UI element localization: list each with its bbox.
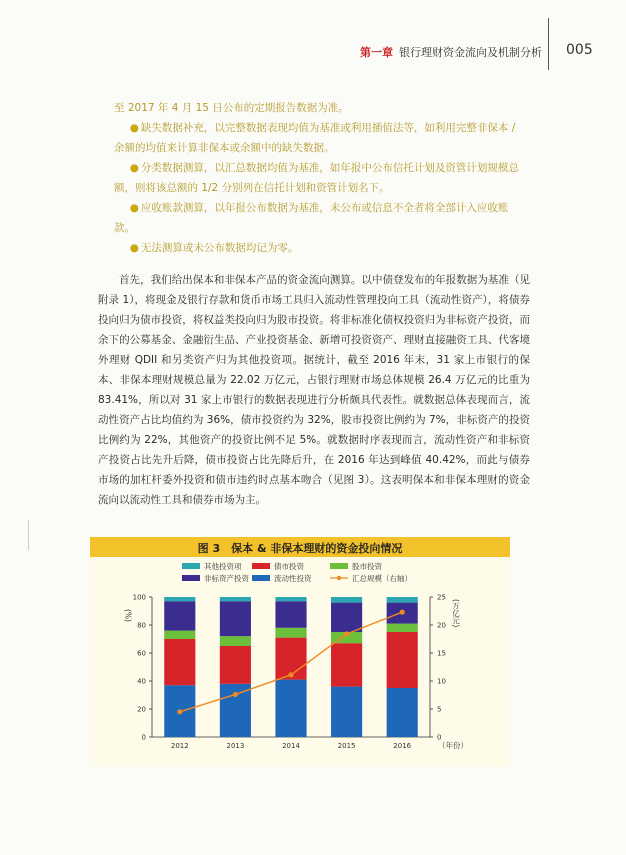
bar-segment <box>220 636 251 646</box>
bar-segment <box>275 601 306 628</box>
bullet-icon: ● <box>129 122 139 134</box>
y-tick-label-left: 0 <box>141 733 146 742</box>
legend-swatch <box>252 563 270 569</box>
legend-label: 汇总规模（右轴） <box>352 574 412 583</box>
bar-segment <box>164 601 195 630</box>
note-item: ● 缺失数据补充，以完整数据表现均值为基准或利用插值法等，如利用完整非保本 / 余额的均值来计算非保本或余额中的缺失数据。 <box>114 122 516 154</box>
chapter-number: 第一章 <box>360 46 393 59</box>
legend-swatch <box>330 563 348 569</box>
legend-label: 流动性投资 <box>274 574 312 583</box>
y-tick-label-left: 80 <box>137 621 146 630</box>
note-item: 至 2017 年 4 月 15 日公布的定期报告数据为准。 <box>114 102 349 114</box>
bar-segment <box>164 639 195 685</box>
stacked-bar-chart <box>90 557 510 767</box>
legend-label: 非标资产投资 <box>204 574 249 583</box>
y-tick-label-left: 60 <box>137 649 146 658</box>
bar-segment <box>387 597 418 603</box>
paragraph-text: 首先，我们给出保本和非保本产品的资金流向测算。以中债登发布的年报数据为基准（见附录 1），将现金及银行存款和货币市场工具归入流动性管理投向工具（流动性资产），将债券投向归为债市投资，将权益类投向归为股市投资。将非标准化债权投资归为非标资产投资，而余下的公募基金、金融衍生品、产业投资基金、新增可投资资产、理财直接融资工具、代客境外理财 QDII 和另类资产归为其他投资项。据统计，截至 2016 年末，31 家上市银行的保本、非保本理财规模总量为 22.02 万亿元，占银行理财市场总体规模 26.4 万亿元的比重为 83.41%，所以对 31 家上市银行的数据表现进行分析颇具代表性。就数据总体表现而言，流动性资产占比均值约为 36%，债市投资约为 32%，股市投资比例约为 7%，非标资产的投资比例约为 22%，其他资产的投资比例不足 5%。就数据时序表现而言，流动性资产和非标资产投资占比先升后降，债市投资占比先降后升，在 2016 年达到峰值 40.42%，而此与债券市场的加杠杆委外投资和债市违约时点基本吻合（见图 3）。这表明保本和非保本理财的资金流向以流动性工具和债券市场为主。 <box>98 274 530 506</box>
legend-label: 其他投资项 <box>204 562 242 571</box>
bar-segment <box>220 601 251 636</box>
y-tick-label-right: 10 <box>437 677 446 686</box>
bar-segment <box>387 688 418 737</box>
legend-swatch <box>182 563 200 569</box>
legend-swatch <box>182 575 200 581</box>
bullet-icon: ● <box>129 242 139 254</box>
methodology-notes <box>114 98 524 258</box>
bar-segment <box>331 687 362 737</box>
bar-segment <box>387 632 418 688</box>
bar-segment <box>275 597 306 601</box>
x-tick-label: 2013 <box>226 742 245 750</box>
legend-swatch <box>252 575 270 581</box>
line-point <box>177 709 182 714</box>
y-tick-label-right: 15 <box>437 649 446 658</box>
bar-segment <box>331 597 362 603</box>
margin-mark <box>28 520 29 550</box>
x-tick-label: 2012 <box>170 742 189 750</box>
figure-title: 图 3 保本 & 非保本理财的资金投向情况 <box>197 542 403 555</box>
y-tick-label-right: 20 <box>437 621 446 630</box>
legend-label: 股市投资 <box>352 562 382 571</box>
bar-segment <box>220 597 251 601</box>
note-item: ● 分类数据测算，以汇总数据均值为基准，如年报中公布信托计划及资管计划规模总额，则将该总额的 1/2 分别列在信托计划和资管计划名下。 <box>114 162 519 194</box>
legend-marker <box>337 576 341 580</box>
note-item: ● 无法测算或未公布数据均记为零。 <box>129 242 299 254</box>
bar-segment <box>220 646 251 684</box>
figure-area <box>90 557 510 767</box>
line-point <box>233 692 238 697</box>
line-point <box>400 610 405 615</box>
x-tick-label: 2016 <box>393 742 412 750</box>
page-header <box>0 0 626 70</box>
y-axis-label-left: (%) <box>123 609 133 622</box>
note-item: ● 应收账款测算，以年报公布数据为基准，未公布或信息不全者将全部计入应收账款。 <box>114 202 509 234</box>
bar-segment <box>220 684 251 737</box>
bar-segment <box>164 597 195 601</box>
bar-segment <box>331 603 362 632</box>
line-point <box>288 672 293 677</box>
page-number: 005 <box>566 42 593 58</box>
y-tick-label-right: 25 <box>437 593 446 602</box>
bar-segment <box>275 628 306 638</box>
y-tick-label-left: 100 <box>132 593 146 602</box>
header-divider <box>548 18 549 70</box>
x-tick-label: 2014 <box>282 742 300 750</box>
y-tick-label-left: 40 <box>137 677 146 686</box>
chapter-title: 银行理财资金流向及机制分析 <box>399 46 542 59</box>
line-point <box>344 631 349 636</box>
bar-segment <box>387 624 418 632</box>
bullet-icon: ● <box>129 202 139 214</box>
legend-label: 债市投资 <box>274 562 304 571</box>
bullet-icon: ● <box>129 162 139 174</box>
figure-title-band <box>90 537 510 557</box>
running-head <box>360 44 542 60</box>
x-tick-label: 2015 <box>337 742 356 750</box>
body-paragraph <box>98 270 530 510</box>
bar-segment <box>275 680 306 737</box>
y-tick-label-left: 20 <box>137 705 146 714</box>
y-tick-label-right: 5 <box>437 705 442 714</box>
y-axis-label-right: (万亿元) <box>451 599 461 628</box>
bar-segment <box>331 643 362 686</box>
bar-segment <box>164 631 195 639</box>
y-tick-label-right: 0 <box>437 733 442 742</box>
x-axis-label: （年份） <box>438 741 468 750</box>
